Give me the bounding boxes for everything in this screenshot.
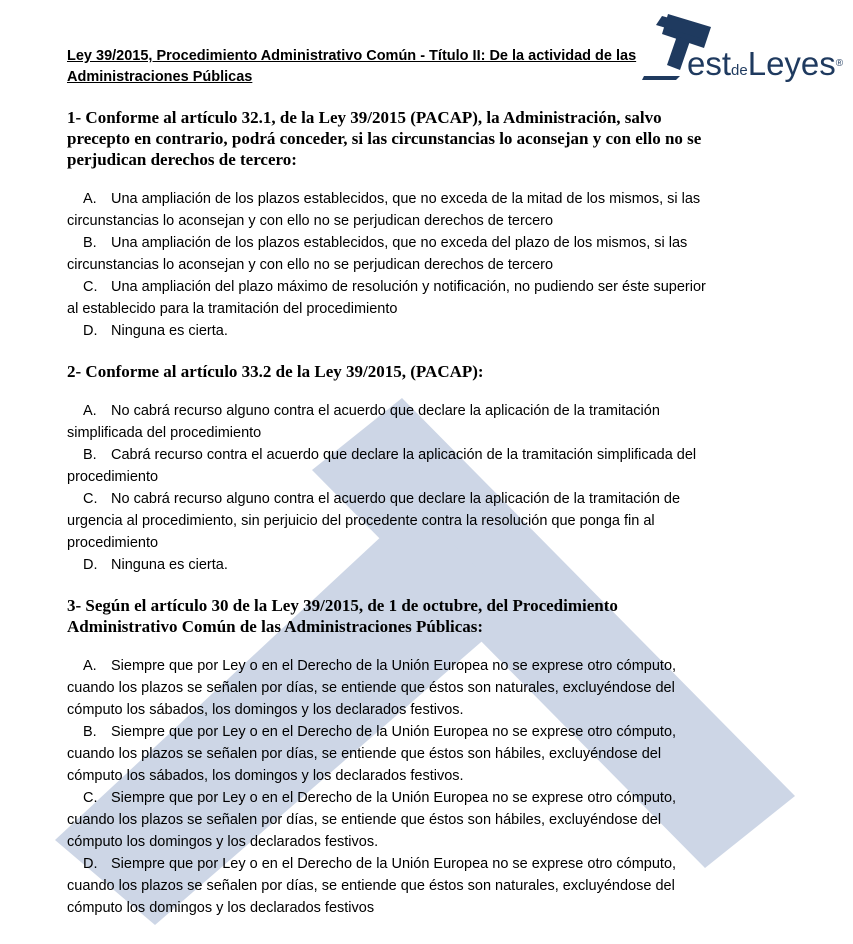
question-1-option-b bbox=[67, 232, 717, 276]
question-3-title: 3- Según el artículo 30 de la Ley 39/2015, de 1 de octubre, del Procedimiento Administrativo Común de las Administraciones Públicas: bbox=[67, 596, 618, 636]
option-letter: D. bbox=[83, 323, 98, 339]
question-2-option-b bbox=[67, 444, 717, 488]
question-2-option-a bbox=[67, 400, 717, 444]
question-2 bbox=[67, 361, 717, 576]
option-letter: B. bbox=[83, 724, 97, 740]
question-3-option-d bbox=[67, 853, 717, 919]
option-text: Ninguna es cierta. bbox=[111, 557, 228, 573]
option-letter: A. bbox=[83, 403, 97, 419]
option-letter: C. bbox=[83, 790, 98, 806]
option-letter: B. bbox=[83, 235, 97, 251]
document-content bbox=[67, 46, 717, 919]
option-letter: A. bbox=[83, 658, 97, 674]
question-3 bbox=[67, 595, 717, 919]
question-3-option-b bbox=[67, 721, 717, 787]
question-1-title: 1- Conforme al artículo 32.1, de la Ley 39/2015 (PACAP), la Administración, salvo precepto en contrario, podrá conceder, si las circunstancias lo aconsejan y con ello no se perjudican derechos de tercero: bbox=[67, 108, 702, 169]
option-text: Siempre que por Ley o en el Derecho de la Unión Europea no se exprese otro cómputo, cuando los plazos se señalen por días, se entiende que éstos son naturales, excluyéndose del cómputo los domingos y los declarados festivos bbox=[67, 856, 677, 916]
option-letter: C. bbox=[83, 279, 98, 295]
option-text: Cabrá recurso contra el acuerdo que declare la aplicación de la tramitación simplificada del procedimiento bbox=[67, 447, 697, 485]
question-1-option-c bbox=[67, 276, 717, 320]
option-text: Siempre que por Ley o en el Derecho de la Unión Europea no se exprese otro cómputo, cuando los plazos se señalen por días, se entiende que éstos son hábiles, excluyéndose del cómputo los sábados, los domingos y los declarados festivos. bbox=[67, 724, 677, 784]
option-letter: A. bbox=[83, 191, 97, 207]
logo-word-de: de bbox=[731, 62, 748, 79]
option-text: Siempre que por Ley o en el Derecho de la Unión Europea no se exprese otro cómputo, cuando los plazos se señalen por días, se entiende que éstos son hábiles, excluyéndose del cómputo los domingos y los declarados festivos. bbox=[67, 790, 677, 850]
option-text: Siempre que por Ley o en el Derecho de la Unión Europea no se exprese otro cómputo, cuando los plazos se señalen por días, se entiende que éstos son naturales, excluyéndose del cómputo los sábados, los domingos y los declarados festivos. bbox=[67, 658, 677, 718]
question-3-option-a bbox=[67, 655, 717, 721]
question-2-title: 2- Conforme al artículo 33.2 de la Ley 39/2015, (PACAP): bbox=[67, 362, 484, 381]
testdeleyes-logo bbox=[640, 10, 844, 88]
option-text: Una ampliación de los plazos establecidos, que no exceda del plazo de los mismos, si las circunstancias lo aconsejan y con ello no se perjudican derechos de tercero bbox=[67, 235, 688, 273]
option-text: Ninguna es cierta. bbox=[111, 323, 228, 339]
question-1-option-a bbox=[67, 188, 717, 232]
logo-word-est: est bbox=[687, 45, 732, 82]
question-1-option-d bbox=[67, 320, 717, 342]
option-text: No cabrá recurso alguno contra el acuerdo que declare la aplicación de la tramitación de urgencia al procedimiento, sin perjuicio del procedente contra la resolución que ponga fin al procedimiento bbox=[67, 491, 681, 551]
question-3-option-c bbox=[67, 787, 717, 853]
document-header-title: Ley 39/2015, Procedimiento Administrativo Común - Título II: De la actividad de las Administraciones Públicas bbox=[67, 48, 637, 85]
option-text: No cabrá recurso alguno contra el acuerdo que declare la aplicación de la tramitación simplificada del procedimiento bbox=[67, 403, 660, 441]
option-letter: D. bbox=[83, 557, 98, 573]
logo-registered-mark: ® bbox=[835, 58, 844, 69]
question-1-options bbox=[67, 188, 717, 342]
logo-word-leyes: Leyes bbox=[747, 45, 836, 82]
question-2-option-c bbox=[67, 488, 717, 554]
question-2-options bbox=[67, 400, 717, 576]
option-letter: B. bbox=[83, 447, 97, 463]
option-letter: D. bbox=[83, 856, 98, 872]
question-3-options bbox=[67, 655, 717, 919]
question-1 bbox=[67, 107, 717, 342]
option-text: Una ampliación del plazo máximo de resolución y notificación, no pudiendo ser éste superior al establecido para la tramitación del procedimiento bbox=[67, 279, 706, 317]
option-text: Una ampliación de los plazos establecidos, que no exceda de la mitad de los mismos, si las circunstancias lo aconsejan y con ello no se perjudican derechos de tercero bbox=[67, 191, 701, 229]
question-2-option-d bbox=[67, 554, 717, 576]
option-letter: C. bbox=[83, 491, 98, 507]
